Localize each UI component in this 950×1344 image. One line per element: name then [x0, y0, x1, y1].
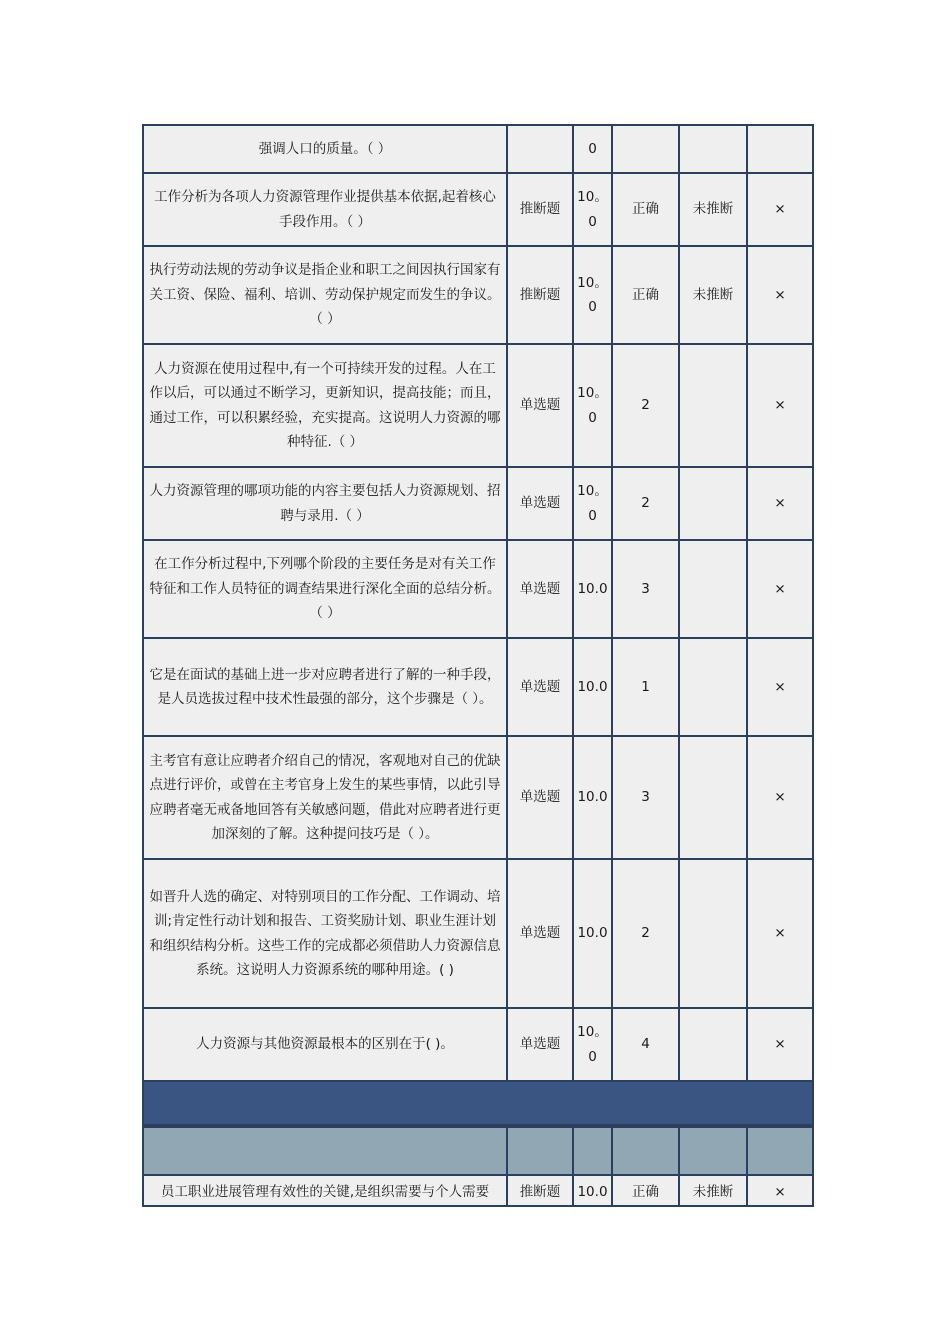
question-cell: 强调人口的质量。（ ） — [142, 124, 506, 172]
question-cell: 在工作分析过程中,下列哪个阶段的主要任务是对有关工作特征和工作人员特征的调查结果进行深化全面的总结分析。（ ） — [142, 539, 506, 637]
header-score — [572, 1126, 611, 1174]
score-cell: 0 — [572, 124, 611, 172]
table-row — [142, 735, 814, 858]
answer-cell: 3 — [611, 735, 678, 858]
question-cell: 员工职业进展管理有效性的关键,是组织需要与个人需要 — [142, 1174, 506, 1207]
answer-cell: 正确 — [611, 172, 678, 245]
type-cell: 推断题 — [506, 172, 572, 245]
rows-after — [142, 1174, 814, 1207]
result-cell — [746, 124, 814, 172]
table-row — [142, 637, 814, 735]
response-cell — [678, 343, 746, 466]
result-cell: × — [746, 539, 814, 637]
type-cell: 推断题 — [506, 245, 572, 343]
score-cell: 10。0 — [572, 466, 611, 539]
response-cell — [678, 637, 746, 735]
score-cell: 10.0 — [572, 858, 611, 1007]
question-cell: 如晋升人选的确定、对特别项目的工作分配、工作调动、培训;肯定性行动计划和报告、工资奖励计划、职业生涯计划和组织结构分析。这些工作的完成都必须借助人力资源信息系统。这说明人力资源系统的哪种用途。( ) — [142, 858, 506, 1007]
header-question — [142, 1126, 506, 1174]
result-cell: × — [746, 735, 814, 858]
answer-cell: 2 — [611, 466, 678, 539]
answer-cell: 2 — [611, 858, 678, 1007]
result-cell: × — [746, 343, 814, 466]
result-cell: × — [746, 466, 814, 539]
question-cell: 人力资源在使用过程中,有一个可持续开发的过程。人在工作以后，可以通过不断学习，更新知识，提高技能；而且，通过工作，可以积累经验，充实提高。这说明人力资源的哪种特征.（ ） — [142, 343, 506, 466]
table-row — [142, 172, 814, 245]
result-cell: × — [746, 1174, 814, 1207]
score-cell: 10.0 — [572, 637, 611, 735]
response-cell — [678, 124, 746, 172]
table-row — [142, 245, 814, 343]
result-cell: × — [746, 172, 814, 245]
type-cell: 单选题 — [506, 343, 572, 466]
result-cell: × — [746, 637, 814, 735]
header-type — [506, 1126, 572, 1174]
type-cell: 单选题 — [506, 539, 572, 637]
header-result — [746, 1126, 814, 1174]
score-cell: 10.0 — [572, 1174, 611, 1207]
section-bar — [142, 1080, 814, 1126]
type-cell: 单选题 — [506, 466, 572, 539]
question-cell: 人力资源与其他资源最根本的区别在于( )。 — [142, 1007, 506, 1080]
type-cell: 推断题 — [506, 1174, 572, 1207]
rows-before — [142, 124, 814, 1080]
type-cell: 单选题 — [506, 858, 572, 1007]
table-row — [142, 1174, 814, 1207]
type-cell: 单选题 — [506, 637, 572, 735]
answer-cell: 2 — [611, 343, 678, 466]
response-cell — [678, 858, 746, 1007]
response-cell — [678, 735, 746, 858]
result-cell: × — [746, 858, 814, 1007]
question-cell: 人力资源管理的哪项功能的内容主要包括人力资源规划、招聘与录用.（ ） — [142, 466, 506, 539]
answer-cell: 1 — [611, 637, 678, 735]
header-response — [678, 1126, 746, 1174]
score-cell: 10。0 — [572, 172, 611, 245]
question-cell: 主考官有意让应聘者介绍自己的情况，客观地对自己的优缺点进行评价，或曾在主考官身上发生的某些事情，以此引导应聘者毫无戒备地回答有关敏感问题，借此对应聘者进行更加深刻的了解。这种提问技巧是（ ）。 — [142, 735, 506, 858]
score-cell: 10.0 — [572, 539, 611, 637]
section-header-row — [142, 1126, 814, 1174]
answer-cell: 3 — [611, 539, 678, 637]
header-answer — [611, 1126, 678, 1174]
table-row — [142, 1007, 814, 1080]
response-cell — [678, 466, 746, 539]
response-cell: 未推断 — [678, 172, 746, 245]
answer-cell: 4 — [611, 1007, 678, 1080]
response-cell — [678, 539, 746, 637]
answer-cell — [611, 124, 678, 172]
question-cell: 执行劳动法规的劳动争议是指企业和职工之间因执行国家有关工资、保险、福利、培训、劳动保护规定而发生的争议。（ ） — [142, 245, 506, 343]
type-cell: 单选题 — [506, 1007, 572, 1080]
table-row — [142, 858, 814, 1007]
table-row — [142, 343, 814, 466]
score-cell: 10。0 — [572, 245, 611, 343]
type-cell — [506, 124, 572, 172]
response-cell — [678, 1007, 746, 1080]
table-row — [142, 124, 814, 172]
question-cell: 它是在面试的基础上进一步对应聘者进行了解的一种手段，是人员选拔过程中技术性最强的部分，这个步骤是（ ）。 — [142, 637, 506, 735]
table-row — [142, 539, 814, 637]
question-table — [142, 124, 814, 1207]
score-cell: 10.0 — [572, 735, 611, 858]
score-cell: 10。0 — [572, 343, 611, 466]
question-cell: 工作分析为各项人力资源管理作业提供基本依据,起着核心手段作用。（ ） — [142, 172, 506, 245]
table-row — [142, 466, 814, 539]
type-cell: 单选题 — [506, 735, 572, 858]
response-cell: 未推断 — [678, 245, 746, 343]
response-cell: 未推断 — [678, 1174, 746, 1207]
result-cell: × — [746, 1007, 814, 1080]
answer-cell: 正确 — [611, 1174, 678, 1207]
score-cell: 10。0 — [572, 1007, 611, 1080]
answer-cell: 正确 — [611, 245, 678, 343]
result-cell: × — [746, 245, 814, 343]
